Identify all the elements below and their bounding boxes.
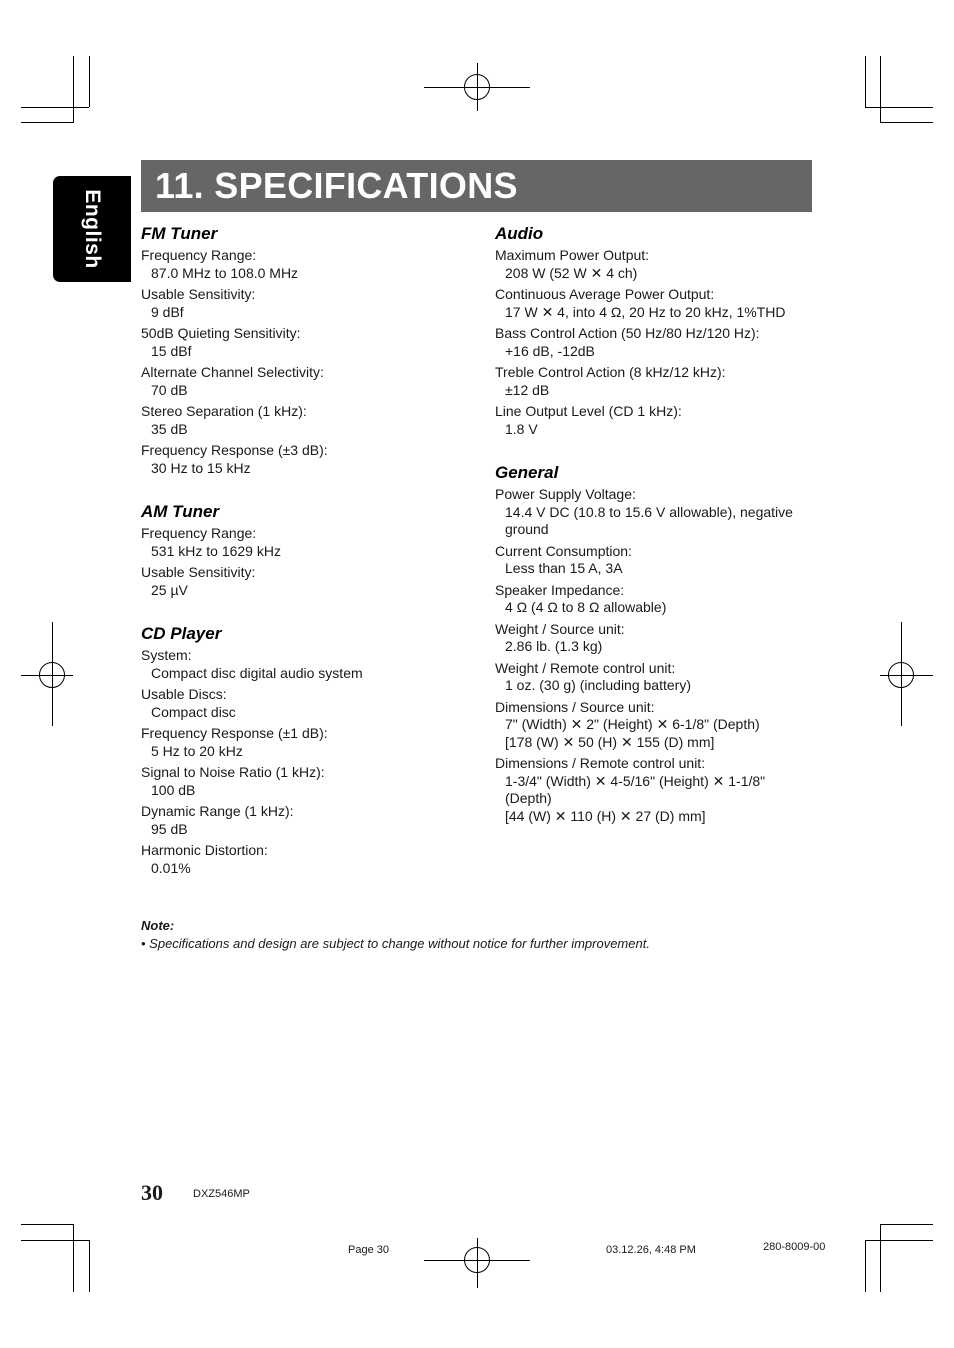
section-title: FM Tuner [141,224,218,243]
spec-item [141,442,471,477]
print-date: 03.12.26, 4:48 PM [606,1244,696,1256]
spec-item [495,247,815,282]
spec-label: Line Output Level (CD 1 kHz): [495,403,682,419]
spec-item [141,247,471,282]
part-number: 280-8009-00 [763,1241,826,1253]
spec-label: Frequency Range: [141,247,257,263]
spec-item [141,725,471,760]
spec-value: 35 dB [151,420,188,437]
spec-label: Frequency Response (±3 dB): [141,442,328,458]
spec-label: Continuous Average Power Output: [495,286,715,302]
section-title: CD Player [141,624,222,643]
spec-item [495,755,815,825]
spec-item [495,325,815,360]
spec-value: ±12 dB [505,381,550,398]
spec-section [495,463,815,825]
spec-item [141,764,471,799]
spec-value: 1-3/4" (Width) ✕ 4-5/16" (Height) ✕ 1-1/8" (Depth) [44 (W) ✕ 110 (H) ✕ 27 (D) mm] [505,772,766,824]
spec-item [141,325,471,360]
spec-item [495,621,815,656]
spec-value: 15 dBf [151,342,192,359]
spec-label: System: [141,647,192,663]
spec-item [141,564,471,599]
spec-value: 531 kHz to 1629 kHz [151,542,281,559]
right-column [495,224,815,850]
spec-value: 70 dB [151,381,188,398]
spec-value: 9 dBf [151,303,184,320]
section-title: Audio [495,224,544,243]
section-title: General [495,463,559,482]
spec-label: Harmonic Distortion: [141,842,268,858]
note-text: • Specifications and design are subject to change without notice for further improvement. [141,936,650,951]
spec-label: Maximum Power Output: [495,247,650,263]
spec-value: 5 Hz to 20 kHz [151,742,243,759]
spec-label: Dimensions / Remote control unit: [495,755,706,771]
spec-label: Speaker Impedance: [495,581,625,598]
spec-item [495,543,815,578]
page-title: 11. SPECIFICATIONS [155,165,518,206]
spec-value: Less than 15 A, 3A [505,560,623,576]
note-title: Note: [141,918,175,933]
spec-value: Compact disc digital audio system [151,664,363,681]
spec-value: 87.0 MHz to 108.0 MHz [151,264,299,281]
spec-section [495,224,815,438]
spec-value: 100 dB [151,781,196,798]
spec-value: 17 W ✕ 4, into 4 Ω, 20 Hz to 20 kHz, 1%THD [505,303,786,320]
spec-value: 30 Hz to 15 kHz [151,459,251,476]
spec-label: Frequency Response (±1 dB): [141,725,328,741]
spec-value: 14.4 V DC (10.8 to 15.6 V allowable), negative ground [505,503,793,537]
spec-section [141,502,471,599]
spec-label: Frequency Range: [141,525,257,541]
model-number: DXZ546MP [193,1188,250,1200]
spec-value: 208 W (52 W ✕ 4 ch) [505,264,638,281]
note [141,917,650,953]
spec-label: Weight / Source unit: [495,620,625,637]
spec-section [141,224,471,477]
spec-label: 50dB Quieting Sensitivity: [141,325,301,341]
spec-label: Current Consumption: [495,542,632,559]
spec-section [141,624,471,877]
spec-label: Weight / Remote control unit: [495,659,676,676]
spec-label: Treble Control Action (8 kHz/12 kHz): [495,364,726,380]
section-title: AM Tuner [141,502,220,521]
spec-item [141,647,471,682]
spec-item [141,286,471,321]
spec-item [495,582,815,617]
spec-value: 95 dB [151,820,188,837]
spec-item [141,403,471,438]
language-tab [53,176,131,282]
spec-label: Usable Discs: [141,686,227,702]
print-page: Page 30 [348,1244,389,1256]
spec-value: 1 oz. (30 g) (including battery) [505,677,691,693]
spec-item [141,525,471,560]
spec-item [495,660,815,695]
spec-label: Alternate Channel Selectivity: [141,364,324,380]
spec-item [495,486,815,539]
spec-value: 25 µV [151,581,188,598]
spec-label: Stereo Separation (1 kHz): [141,403,307,419]
spec-label: Dynamic Range (1 kHz): [141,803,294,819]
spec-label: Power Supply Voltage: [495,486,636,502]
spec-item [141,842,471,877]
language-tab-label: English [81,189,104,269]
spec-label: Signal to Noise Ratio (1 kHz): [141,764,325,780]
page-number: 30 [141,1180,163,1205]
spec-label: Usable Sensitivity: [141,286,256,302]
spec-value: 2.86 lb. (1.3 kg) [505,638,603,654]
page-title-bar [141,160,812,212]
spec-value: 1.8 V [505,420,538,437]
spec-item [495,699,815,752]
spec-value: 4 Ω (4 Ω to 8 Ω allowable) [505,599,667,615]
spec-label: Dimensions / Source unit: [495,698,655,715]
spec-item [495,403,815,438]
spec-item [141,686,471,721]
spec-item [495,364,815,399]
spec-value: 7" (Width) ✕ 2" (Height) ✕ 6-1/8" (Depth) [178 (W) ✕ 50 (H) ✕ 155 (D) mm] [505,716,760,750]
spec-value: Compact disc [151,703,236,720]
spec-label: Bass Control Action (50 Hz/80 Hz/120 Hz): [495,325,760,341]
spec-value: +16 dB, -12dB [505,342,595,359]
spec-item [495,286,815,321]
spec-item [141,803,471,838]
spec-item [141,364,471,399]
spec-value: 0.01% [151,859,191,876]
left-column [141,224,471,902]
spec-label: Usable Sensitivity: [141,564,256,580]
